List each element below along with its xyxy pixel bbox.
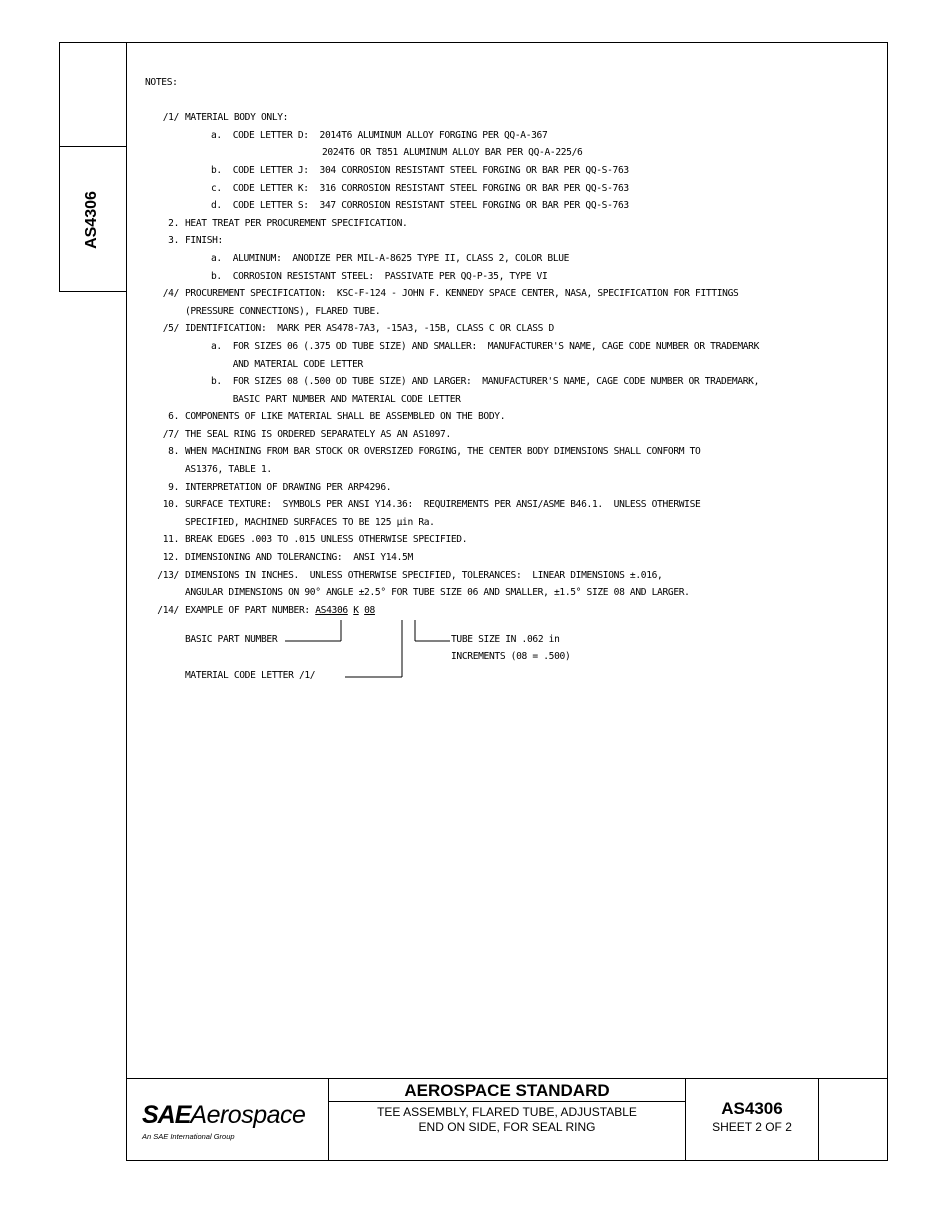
notes-heading-line bbox=[145, 74, 880, 92]
note-number: 11. bbox=[162, 534, 179, 546]
blank-cell bbox=[819, 1079, 887, 1160]
note-line bbox=[145, 496, 880, 514]
note-number: 12. bbox=[162, 552, 179, 564]
example-basic-part: AS4306 bbox=[315, 604, 348, 616]
note-text: AS1376, TABLE 1. bbox=[185, 464, 272, 476]
document-number: AS4306 bbox=[721, 1099, 783, 1118]
note-text: d. CODE LETTER S: 347 CORROSION RESISTANT STEEL FORGING OR BAR PER QQ-S-763 bbox=[211, 200, 629, 212]
note-line bbox=[145, 285, 880, 303]
note-text: a. FOR SIZES 06 (.375 OD TUBE SIZE) AND SMALLER: MANUFACTURER'S NAME, CAGE CODE NUMBER OR TRADEMARK bbox=[211, 340, 760, 352]
note-line-example bbox=[145, 602, 880, 620]
note-line bbox=[145, 215, 880, 233]
note-text: BREAK EDGES .003 TO .015 UNLESS OTHERWISE SPECIFIED. bbox=[185, 534, 468, 546]
note-text: THE SEAL RING IS ORDERED SEPARATELY AS AN AS1097. bbox=[185, 428, 451, 440]
note-text: a. ALUMINUM: ANODIZE PER MIL-A-8625 TYPE II, CLASS 2, COLOR BLUE bbox=[211, 252, 570, 264]
note-text: HEAT TREAT PER PROCUREMENT SPECIFICATION. bbox=[185, 217, 408, 229]
note-text: MATERIAL BODY ONLY: bbox=[185, 112, 289, 124]
material-code-letter-label: MATERIAL CODE LETTER /1/ bbox=[185, 670, 316, 681]
logo-aerospace-text: Aerospace bbox=[190, 1101, 306, 1129]
basic-part-number-label: BASIC PART NUMBER bbox=[185, 634, 278, 645]
note-text: SURFACE TEXTURE: SYMBOLS PER ANSI Y14.36: REQUIREMENTS PER ANSI/ASME B46.1. UNLESS OTHERWISE bbox=[185, 499, 701, 511]
note-number: 8. bbox=[168, 446, 179, 458]
note-line bbox=[145, 162, 880, 180]
notes-section bbox=[145, 74, 880, 619]
notes-heading: NOTES: bbox=[145, 77, 178, 88]
logo-subtitle: An SAE International Group bbox=[142, 1132, 235, 1141]
note-line bbox=[145, 567, 880, 585]
note-text: BASIC PART NUMBER AND MATERIAL CODE LETTER bbox=[211, 393, 461, 405]
note-line bbox=[145, 268, 880, 286]
note-text: DIMENSIONING AND TOLERANCING: ANSI Y14.5M bbox=[185, 552, 413, 564]
note-text: b. FOR SIZES 08 (.500 OD TUBE SIZE) AND LARGER: MANUFACTURER'S NAME, CAGE CODE NUMBER OR TRADEMARK, bbox=[211, 376, 760, 388]
note-text: PROCUREMENT SPECIFICATION: KSC-F-124 - JOHN F. KENNEDY SPACE CENTER, NASA, SPECIFICATION FOR FITTINGS bbox=[185, 288, 739, 300]
note-line bbox=[145, 180, 880, 198]
note-text: b. CODE LETTER J: 304 CORROSION RESISTANT STEEL FORGING OR BAR PER QQ-S-763 bbox=[211, 164, 629, 176]
document-number-cell bbox=[686, 1079, 819, 1160]
note-number: 3. bbox=[168, 235, 179, 247]
note-line bbox=[145, 479, 880, 497]
note-text: SPECIFIED, MACHINED SURFACES TO BE 125 μin Ra. bbox=[185, 516, 435, 528]
note-line bbox=[145, 461, 880, 479]
note-number: /7/ bbox=[162, 428, 179, 440]
example-prefix: EXAMPLE OF PART NUMBER: bbox=[185, 604, 316, 616]
note-line bbox=[145, 232, 880, 250]
logo-cell bbox=[127, 1079, 329, 1160]
note-number: 9. bbox=[168, 481, 179, 493]
note-line bbox=[145, 373, 880, 391]
note-text: IDENTIFICATION: MARK PER AS478-7A3, -15A3, -15B, CLASS C OR CLASS D bbox=[185, 323, 554, 335]
note-text: ANGULAR DIMENSIONS ON 90° ANGLE ±2.5° FOR TUBE SIZE 06 AND SMALLER, ±1.5° SIZE 08 AND LARGER. bbox=[185, 587, 690, 599]
note-number: /14/ bbox=[157, 604, 179, 616]
note-text: b. CORROSION RESISTANT STEEL: PASSIVATE PER QQ-P-35, TYPE VI bbox=[211, 270, 548, 282]
note-text: DIMENSIONS IN INCHES. UNLESS OTHERWISE SPECIFIED, TOLERANCES: LINEAR DIMENSIONS ±.016, bbox=[185, 569, 663, 581]
note-line bbox=[145, 109, 880, 127]
note-line bbox=[145, 338, 880, 356]
note-text: INTERPRETATION OF DRAWING PER ARP4296. bbox=[185, 481, 392, 493]
note-text: (PRESSURE CONNECTIONS), FLARED TUBE. bbox=[185, 305, 381, 317]
note-line bbox=[145, 531, 880, 549]
note-text: COMPONENTS OF LIKE MATERIAL SHALL BE ASSEMBLED ON THE BODY. bbox=[185, 411, 506, 423]
note-text bbox=[185, 602, 375, 620]
note-number: 6. bbox=[168, 411, 179, 423]
note-number: 2. bbox=[168, 217, 179, 229]
note-line bbox=[145, 391, 880, 409]
note-line bbox=[145, 584, 880, 602]
document-title-line-1: TEE ASSEMBLY, FLARED TUBE, ADJUSTABLE bbox=[377, 1105, 637, 1119]
note-number: /4/ bbox=[162, 288, 179, 300]
side-tab-frame bbox=[59, 42, 126, 292]
note-line bbox=[145, 250, 880, 268]
note-line bbox=[145, 127, 880, 145]
note-text: AND MATERIAL CODE LETTER bbox=[211, 358, 363, 370]
tube-size-label: TUBE SIZE IN .062 in bbox=[451, 634, 560, 645]
logo-sae-text: SAE bbox=[142, 1101, 191, 1129]
sheet-number: SHEET 2 OF 2 bbox=[712, 1120, 792, 1134]
note-line bbox=[145, 426, 880, 444]
note-line bbox=[145, 356, 880, 374]
note-number: 10. bbox=[162, 499, 179, 511]
title-block bbox=[126, 1078, 888, 1161]
note-line bbox=[145, 549, 880, 567]
part-number-diagram bbox=[145, 620, 645, 690]
notes-list bbox=[145, 109, 880, 602]
tube-size-increments-label: INCREMENTS (08 = .500) bbox=[451, 651, 571, 662]
note-text: FINISH: bbox=[185, 235, 223, 247]
side-tab-label: AS4306 bbox=[83, 191, 100, 249]
note-number: /5/ bbox=[162, 323, 179, 335]
note-line bbox=[145, 443, 880, 461]
note-text: c. CODE LETTER K: 316 CORROSION RESISTANT STEEL FORGING OR BAR PER QQ-S-763 bbox=[211, 182, 629, 194]
document-title bbox=[329, 1105, 685, 1135]
note-text: a. CODE LETTER D: 2014T6 ALUMINUM ALLOY FORGING PER QQ-A-367 bbox=[211, 129, 548, 141]
note-line bbox=[145, 408, 880, 426]
title-cell bbox=[329, 1079, 686, 1160]
note-line bbox=[145, 514, 880, 532]
document-title-line-2: END ON SIDE, FOR SEAL RING bbox=[418, 1120, 596, 1134]
note-line bbox=[145, 303, 880, 321]
note-line bbox=[145, 197, 880, 215]
note-line bbox=[145, 144, 880, 162]
standard-heading: AEROSPACE STANDARD bbox=[329, 1079, 685, 1102]
side-tab-divider bbox=[59, 146, 126, 147]
note-number: /13/ bbox=[157, 569, 179, 581]
sae-aerospace-logo bbox=[142, 1101, 305, 1130]
note-text: WHEN MACHINING FROM BAR STOCK OR OVERSIZED FORGING, THE CENTER BODY DIMENSIONS SHALL CONFORM TO bbox=[185, 446, 701, 458]
note-text: 2024T6 OR T851 ALUMINUM ALLOY BAR PER QQ-A-225/6 bbox=[322, 147, 583, 159]
example-tube-size: 08 bbox=[364, 604, 375, 616]
note-line bbox=[145, 320, 880, 338]
note-number: /1/ bbox=[162, 112, 179, 124]
example-material-code: K bbox=[353, 604, 359, 616]
